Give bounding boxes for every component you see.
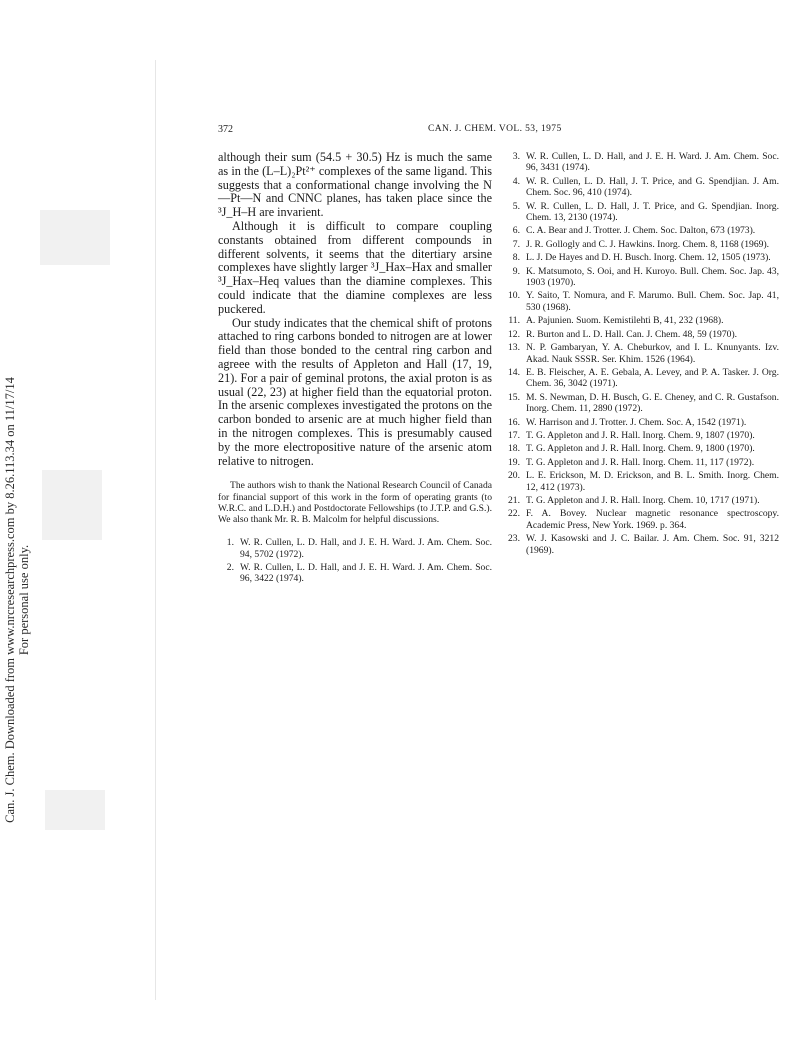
reference-number: 15. — [508, 391, 520, 403]
reference-text: N. P. Gambaryan, Y. A. Cheburkov, and I. L. Knunyants. Izv. Akad. Nauk SSSR. Ser. Khim. 1526 (1964). — [526, 342, 779, 365]
reference-text: F. A. Bovey. Nuclear magnetic resonance spectroscopy. Academic Press, New York. 1969. p. 364. — [526, 508, 779, 531]
reference-item — [504, 225, 779, 236]
reference-number: 20. — [508, 470, 520, 482]
reference-text: W. R. Cullen, L. D. Hall, J. T. Price, and G. Spendjian. Inorg. Chem. 13, 2130 (1974). — [526, 200, 779, 224]
reference-item — [504, 151, 779, 174]
reference-number: 22. — [508, 508, 520, 520]
reference-number: 5. — [512, 200, 520, 212]
body-paragraph-3: Our study indicates that the chemical shift of protons attached to ring carbons bonded to nitrogen are at lower field than those bonded to the central ring carbon and agreee with the results of Appleton and Hall (17, 19, 21). For a pair of geminal protons, the axial proton is as usual (22, 23) at higher field than the equatorial proton. In the arsenic complexes investigated the protons on the carbon bonded to arsenic are at much higher field than in the nitrogen complexes. This is presumably caused by the more electropositive nature of the arsenic atom relative to nitrogen. — [218, 315, 492, 468]
reference-text: C. A. Bear and J. Trotter. J. Chem. Soc. Dalton, 673 (1973). — [526, 225, 756, 237]
reference-item — [504, 470, 779, 493]
reference-text: W. R. Cullen, L. D. Hall, and J. E. H. Ward. J. Am. Chem. Soc. 96, 3422 (1974). — [240, 561, 492, 585]
reference-text: L. J. De Hayes and D. H. Busch. Inorg. Chem. 12, 1505 (1973). — [526, 252, 771, 264]
reference-number: 12. — [508, 328, 520, 340]
reference-number: 8. — [512, 252, 520, 264]
scan-smudge — [45, 790, 105, 830]
reference-item — [504, 342, 779, 365]
reference-item — [504, 495, 779, 506]
scan-smudge — [42, 470, 102, 540]
reference-item — [504, 239, 779, 250]
reference-item — [504, 315, 779, 326]
reference-item — [504, 533, 779, 556]
reference-number: 21. — [508, 494, 520, 506]
reference-item — [504, 392, 779, 415]
reference-item — [504, 176, 779, 199]
reference-number: 2. — [226, 561, 234, 573]
reference-text: J. R. Gollogly and C. J. Hawkins. Inorg. Chem. 8, 1168 (1969). — [526, 238, 770, 250]
reference-item — [218, 537, 492, 560]
reference-number: 13. — [508, 342, 520, 354]
reference-text: W. Harrison and J. Trotter. J. Chem. Soc. A, 1542 (1971). — [526, 416, 747, 428]
reference-item — [504, 430, 779, 441]
left-column — [218, 151, 492, 587]
running-head: CAN. J. CHEM. VOL. 53, 1975 — [428, 124, 562, 134]
reference-number: 9. — [512, 265, 520, 277]
reference-text: T. G. Appleton and J. R. Hall. Inorg. Chem. 11, 117 (1972). — [526, 456, 755, 468]
reference-number: 23. — [508, 533, 520, 545]
reference-number: 19. — [508, 456, 520, 468]
reference-item — [218, 562, 492, 585]
reference-item — [504, 417, 779, 428]
reference-text: K. Matsumoto, S. Ooi, and H. Kuroyo. Bull. Chem. Soc. Jap. 43, 1903 (1970). — [526, 265, 779, 289]
reference-number: 17. — [508, 429, 520, 441]
reference-text: A. Pajunien. Suom. Kemistilehti B, 41, 232 (1968). — [526, 315, 724, 327]
reference-list-left — [218, 537, 492, 585]
watermark-line-2: For personal use only. — [17, 544, 31, 656]
reference-item — [504, 367, 779, 390]
reference-text: W. R. Cullen, L. D. Hall, and J. E. H. Ward. J. Am. Chem. Soc. 94, 5702 (1972). — [240, 537, 492, 560]
reference-item — [504, 266, 779, 289]
reference-text: Y. Saito, T. Nomura, and F. Marumo. Bull. Chem. Soc. Jap. 41, 530 (1968). — [526, 290, 779, 313]
reference-number: 1. — [226, 537, 234, 549]
acknowledgement: The authors wish to thank the National Research Council of Canada for financial support of this work in the form of operating grants (to W.R.C. and L.D.H.) and Postdoctorate Fellowships (to J.T.P. and G.S.). We also thank Mr. R. B. Malcolm for helpful discussions. — [218, 480, 492, 525]
page-number: 372 — [218, 124, 233, 135]
reference-text: E. B. Fleischer, A. E. Gebala, A. Levey, and P. A. Tasker. J. Org. Chem. 36, 3042 (1971). — [526, 366, 779, 390]
reference-number: 7. — [512, 238, 520, 250]
reference-text: T. G. Appleton and J. R. Hall. Inorg. Chem. 9, 1807 (1970). — [526, 429, 755, 441]
reference-text: L. E. Erickson, M. D. Erickson, and B. L. Smith. Inorg. Chem. 12, 412 (1973). — [526, 470, 779, 493]
reference-number: 10. — [508, 290, 520, 302]
reference-text: W. J. Kasowski and J. C. Bailar. J. Am. Chem. Soc. 91, 3212 (1969). — [526, 533, 779, 556]
reference-item — [504, 329, 779, 340]
reference-item — [504, 290, 779, 313]
reference-item — [504, 457, 779, 468]
reference-number: 3. — [512, 151, 520, 162]
reference-number: 6. — [512, 225, 520, 237]
watermark-line-1: Can. J. Chem. Downloaded from www.nrcresearchpress.com by 8.26.113.34 on 11/17/14 — [3, 377, 17, 823]
reference-list-right — [504, 151, 779, 556]
scan-margin-line — [155, 60, 156, 1000]
reference-number: 14. — [508, 366, 520, 378]
reference-text: R. Burton and L. D. Hall. Can. J. Chem. 48, 59 (1970). — [526, 328, 738, 340]
reference-text: T. G. Appleton and J. R. Hall. Inorg. Chem. 9, 1800 (1970). — [526, 443, 755, 455]
reference-number: 4. — [512, 175, 520, 187]
reference-item — [504, 201, 779, 224]
body-paragraph-1: although their sum (54.5 + 30.5) Hz is much the same as in the (L–L)₂Pt²⁺ complexes of the same ligand. This suggests that a conformational change involving the N—Pt—N and CNNC planes, has taken place since the ³J_H–H are invarient. — [218, 150, 492, 220]
reference-text: W. R. Cullen, L. D. Hall, J. T. Price, and G. Spendjian. J. Am. Chem. Soc. 96, 410 (1974). — [526, 175, 779, 199]
scan-smudge — [40, 210, 110, 265]
reference-number: 16. — [508, 416, 520, 428]
right-column — [504, 151, 779, 558]
reference-text: M. S. Newman, D. H. Busch, G. E. Cheney, and C. R. Gustafson. Inorg. Chem. 11, 2890 (1972). — [526, 391, 779, 415]
reference-text: T. G. Appleton and J. R. Hall. Inorg. Chem. 10, 1717 (1971). — [526, 494, 760, 506]
reference-number: 11. — [508, 315, 520, 327]
reference-text: W. R. Cullen, L. D. Hall, and J. E. H. Ward. J. Am. Chem. Soc. 96, 3431 (1974). — [526, 151, 779, 174]
download-watermark — [0, 0, 34, 1051]
reference-item — [504, 508, 779, 531]
body-paragraph-2: Although it is difficult to compare coupling constants obtained from different compounds in different solvents, it seems that the ditertiary arsine complexes have slightly larger ³J_Hax–Hax and smaller ³J_Hax–Heq values than the diamine complexes. This could indicate that the diamine complexes are less puckered. — [218, 218, 492, 316]
reference-number: 18. — [508, 443, 520, 455]
reference-item — [504, 443, 779, 454]
reference-item — [504, 252, 779, 263]
